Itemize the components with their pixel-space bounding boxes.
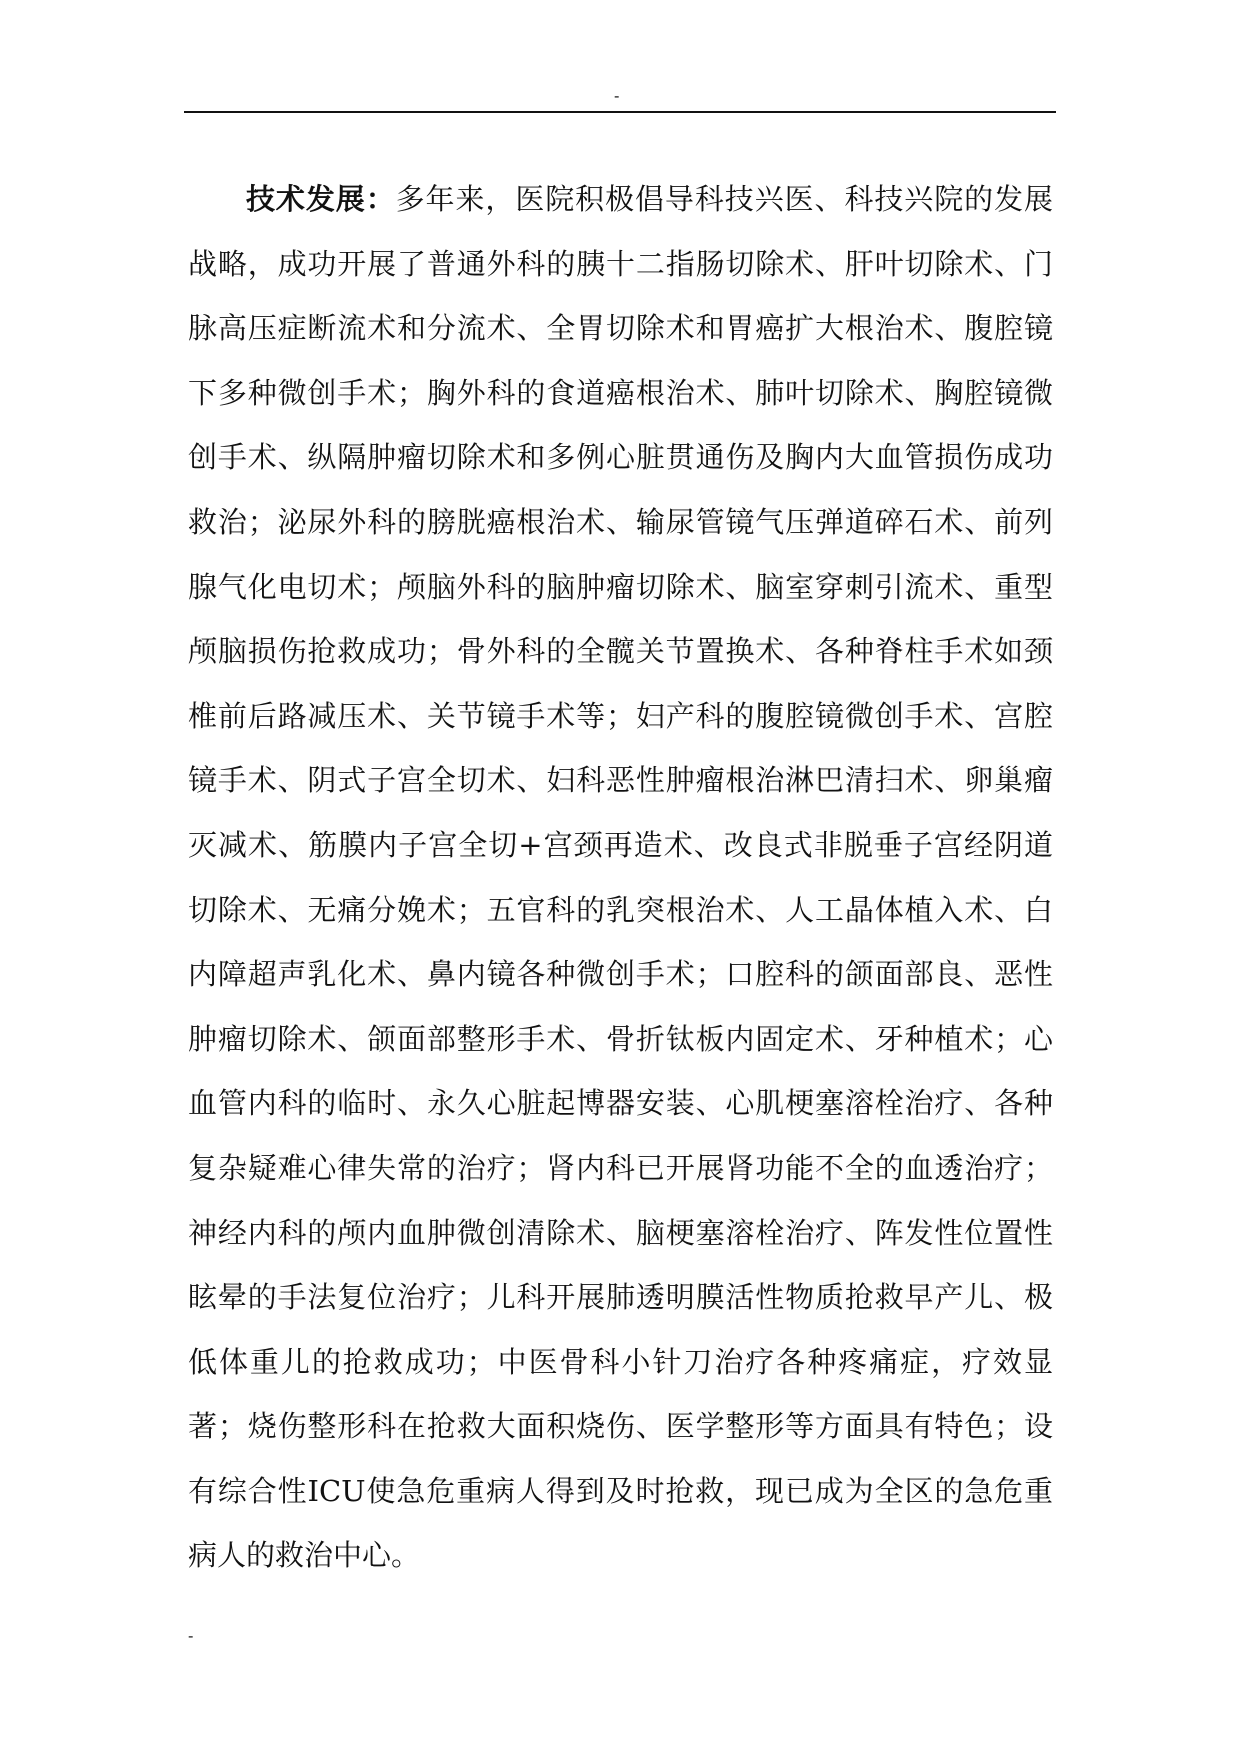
- body-paragraph: [188, 167, 1053, 1588]
- header-mark: -: [614, 86, 620, 105]
- footer-mark: -: [188, 1626, 194, 1645]
- header-divider: [184, 111, 1056, 113]
- section-lead: 技术发展：: [246, 182, 396, 216]
- paragraph-text: 多年来，医院积极倡导科技兴医、科技兴院的发展战略，成功开展了普通外科的胰十二指肠切除术、肝叶切除术、门脉高压症断流术和分流术、全胃切除术和胃癌扩大根治术、腹腔镜下多种微创手术；胸外科的食道癌根治术、肺叶切除术、胸腔镜微创手术、纵隔肿瘤切除术和多例心脏贯通伤及胸内大血管损伤成功救治；泌尿外科的膀胱癌根治术、输尿管镜气压弹道碎石术、前列腺气化电切术；颅脑外科的脑肿瘤切除术、脑室穿刺引流术、重型颅脑损伤抢救成功；骨外科的全髋关节置换术、各种脊柱手术如颈椎前后路减压术、关节镜手术等；妇产科的腹腔镜微创手术、宫腔镜手术、阴式子宫全切术、妇科恶性肿瘤根治淋巴清扫术、卵巢瘤灭减术、筋膜内子宫全切+宫颈再造术、改良式非脱垂子宫经阴道切除术、无痛分娩术；五官科的乳突根治术、人工晶体植入术、白内障超声乳化术、鼻内镜各种微创手术；口腔科的颌面部良、恶性肿瘤切除术、颌面部整形手术、骨折钛板内固定术、牙种植术；心血管内科的临时、永久心脏起博器安装、心肌梗塞溶栓治疗、各种复杂疑难心律失常的治疗；肾内科已开展肾功能不全的血透治疗；神经内科的颅内血肿微创清除术、脑梗塞溶栓治疗、阵发性位置性眩晕的手法复位治疗；儿科开展肺透明膜活性物质抢救早产儿、极低体重儿的抢救成功；中医骨科小针刀治疗各种疼痛症，疗效显著；烧伤整形科在抢救大面积烧伤、医学整形等方面具有特色；设有综合性ICU使急危重病人得到及时抢救，现已成为全区的急危重病人的救治中心。: [188, 182, 1053, 1573]
